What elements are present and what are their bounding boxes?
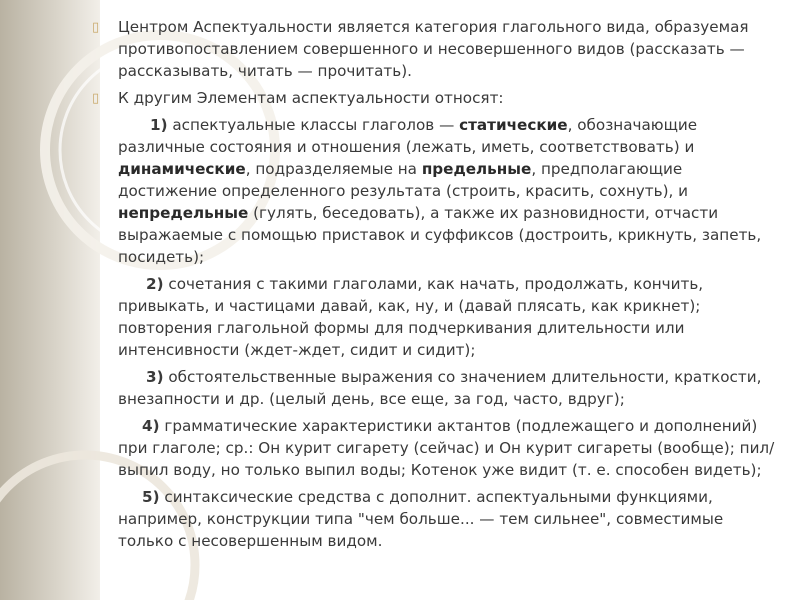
item-text: , подразделяемые на [245,160,422,178]
triangle-bullet-icon: ▯ [92,91,100,106]
list-item-3 [92,366,782,410]
item-number: 1) [150,116,168,134]
item-text: грамматические характеристики актантов (подлежащего и дополнений) при глаголе; ср.: Он курит сигарету (сейчас) и Он курит сигареты (вообще); пил/выпил воду, но только выпил воды; Котенок уже видит (т. е. способен видеть); [118,417,775,479]
list-item-5 [92,486,782,552]
item-text: синтаксические средства с дополнит. аспектуальными функциями, например, конструкции типа "чем больше... — тем сильнее", совместимые только с несовершенным видом. [118,488,724,550]
item-number: 2) [146,275,164,293]
item-text: , предполагающие достижение определенного результата (строить, красить, сохнуть), и [118,160,689,200]
item-text: , обозначающие различные состояния и отношения (лежать, иметь, соответствовать) и [118,116,698,156]
list-item-2 [92,273,782,361]
item-text: обстоятельственные выражения со значением длительности, краткости, внезапности и др. (целый день, все еще, за год, часто, вдруг); [118,368,762,408]
left-decorative-band [0,0,100,600]
list-item-4 [92,415,782,481]
triangle-bullet-icon: ▯ [92,20,100,35]
item-text: (гулять, беседовать), а также их разновидности, отчасти выражаемые с помощью приставок и суффиксов (достроить, крикнуть, запеть, посидеть); [118,204,762,266]
term-atelic: непредельные [118,204,249,222]
term-dynamic: динамические [118,160,246,178]
bullet-item [92,16,782,82]
item-number: 4) [142,417,160,435]
item-text: аспектуальные классы глаголов — [167,116,460,134]
bullet-text: Центром Аспектуальности является категория глагольного вида, образуемая противопоставлением совершенного и несовершенного видов (рассказать — рассказывать, читать — прочитать). [118,18,749,80]
term-static: статические [459,116,568,134]
bullet-text: К другим Элементам аспектуальности относят: [118,89,504,107]
list-item-1 [92,114,782,268]
slide-content [92,16,782,557]
bullet-item [92,87,782,109]
item-text: сочетания с такими глаголами, как начать, продолжать, кончить, привыкать, и частицами давай, как, ну, и (давай плясать, как крикнет); повторения глагольной формы для подчеркивания длительности или интенсивности (ждет-ждет, сидит и сидит); [118,275,704,359]
term-telic: предельные [421,160,532,178]
item-number: 5) [142,488,160,506]
item-number: 3) [146,368,164,386]
